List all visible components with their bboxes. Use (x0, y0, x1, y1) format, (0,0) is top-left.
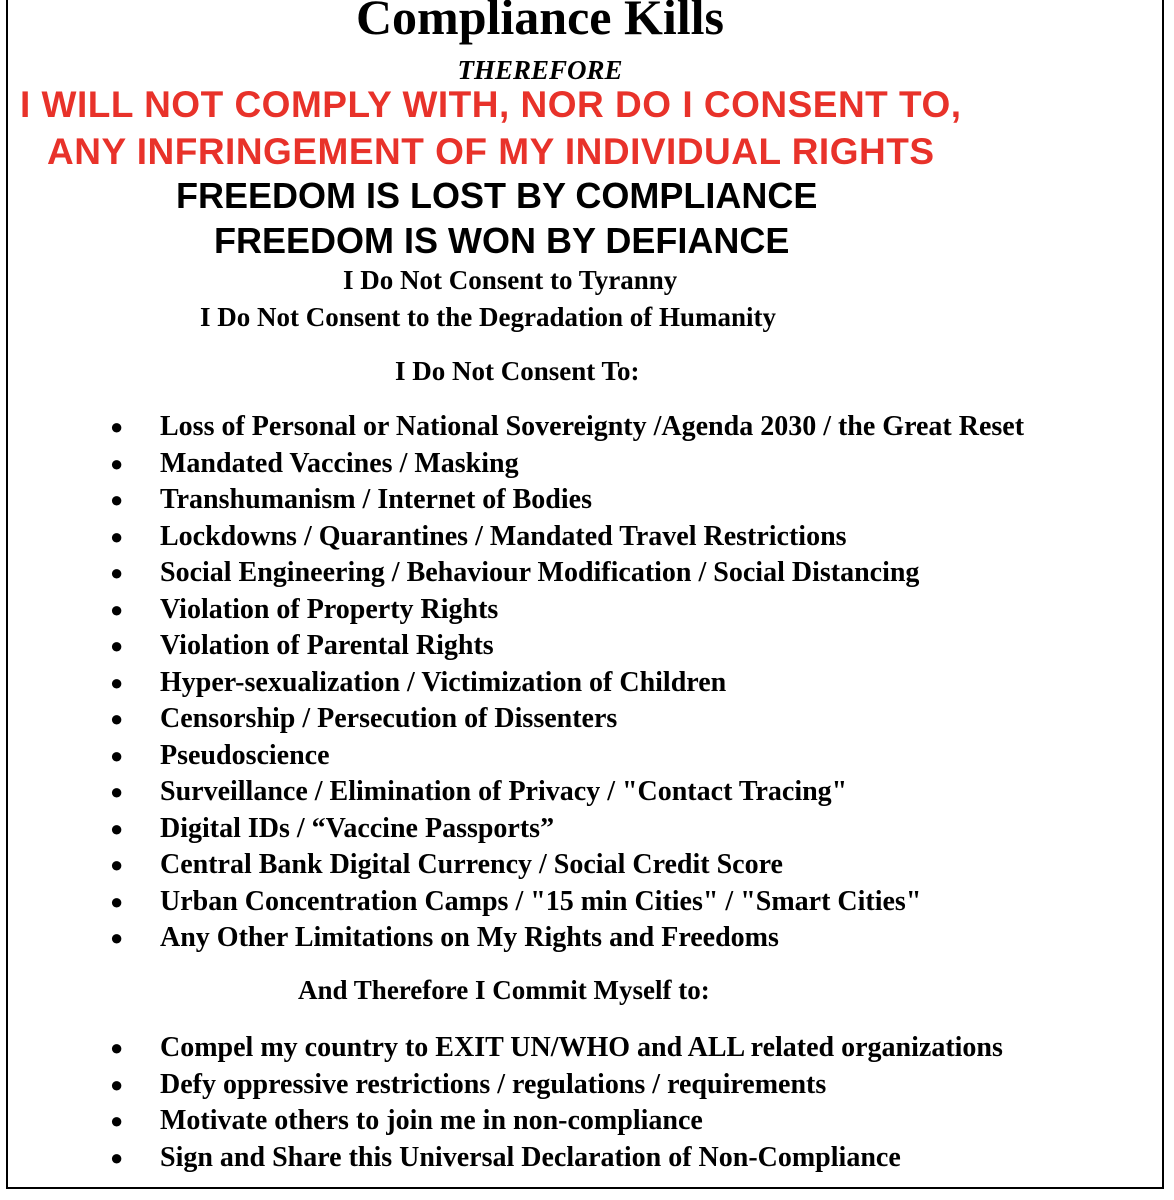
consent-humanity-line: I Do Not Consent to the Degradation of Humanity (200, 302, 776, 332)
bullet-icon: ● (110, 1108, 124, 1133)
therefore-subtitle: THEREFORE (457, 55, 623, 85)
bullet-icon: ● (110, 852, 124, 877)
bullet-icon: ● (110, 414, 124, 439)
bullet-icon: ● (110, 633, 124, 658)
bullet-icon: ● (110, 1071, 124, 1097)
bullet-icon: ● (110, 888, 124, 914)
bullet-icon: ● (110, 523, 124, 549)
consent-tyranny-line: I Do Not Consent to Tyranny (343, 265, 678, 295)
bullet-icon: ● (110, 925, 124, 950)
bullet-icon: ● (110, 596, 124, 622)
bullet-icon: ● (110, 779, 124, 804)
bullet-icon: ● (110, 1035, 124, 1060)
page-title: Compliance Kills (355, 0, 725, 45)
bullet-icon: ● (110, 815, 124, 841)
bullet-icon: ● (110, 450, 124, 476)
bullet-icon: ● (110, 1144, 124, 1170)
consent-list-heading: I Do Not Consent To: (395, 356, 640, 386)
freedom-lost-line: FREEDOM IS LOST BY COMPLIANCE (176, 175, 818, 216)
commit-list-heading: And Therefore I Commit Myself to: (298, 975, 710, 1005)
bullet-icon: ● (110, 560, 124, 585)
red-declaration-line-2: ANY INFRINGEMENT OF MY INDIVIDUAL RIGHTS (47, 131, 935, 172)
bullet-icon: ● (110, 742, 124, 768)
freedom-won-line: FREEDOM IS WON BY DEFIANCE (214, 220, 790, 261)
bullet-icon: ● (110, 706, 124, 731)
bullet-icon: ● (110, 669, 124, 695)
bullet-icon: ● (110, 487, 124, 512)
red-declaration-line-1: I WILL NOT COMPLY WITH, NOR DO I CONSENT TO, (20, 84, 962, 125)
